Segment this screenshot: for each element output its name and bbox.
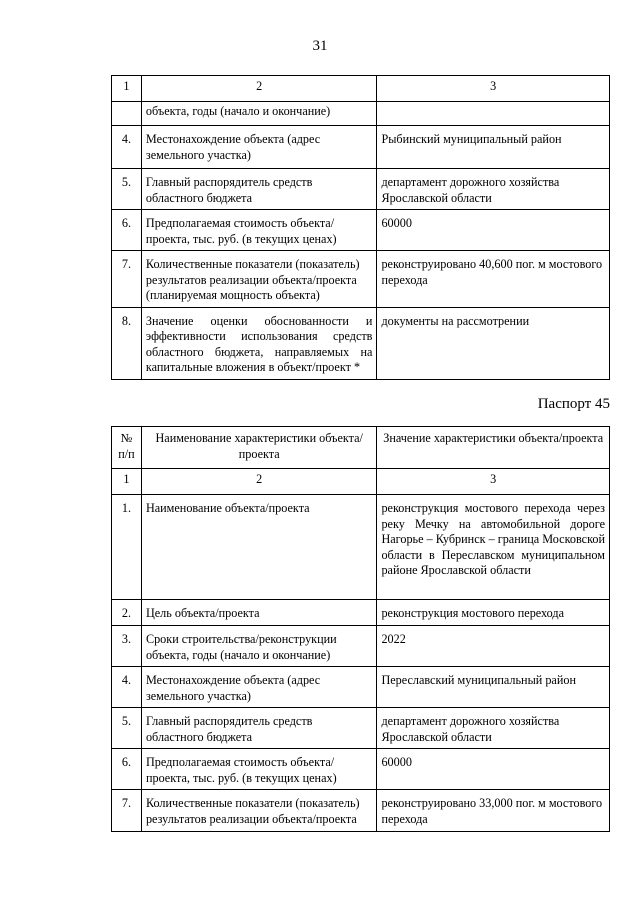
- row-number: 8.: [112, 307, 142, 379]
- table-row: [112, 102, 610, 126]
- table-row: [112, 790, 610, 832]
- characteristic-name: Значение оценки обоснованности и эффективности использования средств областного бюджета, направляемых на капитальные вложения в объект/проект *: [141, 307, 377, 379]
- passport-table: [111, 426, 610, 832]
- table-row: [112, 626, 610, 667]
- column-number: 3: [377, 76, 610, 102]
- table-head-row: [112, 427, 610, 469]
- row-number: 4.: [112, 667, 142, 708]
- characteristic-value: [377, 102, 610, 126]
- characteristic-value: Рыбинский муниципальный район: [377, 126, 610, 169]
- characteristic-value: департамент дорожного хозяйства Ярославской области: [377, 708, 610, 749]
- characteristic-value: 2022: [377, 626, 610, 667]
- table-row: [112, 495, 610, 600]
- column-number: 1: [112, 469, 142, 495]
- characteristic-value: документы на рассмотрении: [377, 307, 610, 379]
- column-number: 2: [141, 76, 377, 102]
- characteristic-name: Предполагаемая стоимость объекта/проекта, тыс. руб. (в текущих ценах): [141, 749, 377, 790]
- row-number: 7.: [112, 251, 142, 308]
- row-number: 1.: [112, 495, 142, 600]
- characteristic-value: 60000: [377, 210, 610, 251]
- characteristic-value: реконструировано 40,600 пог. м мостового перехода: [377, 251, 610, 308]
- table-row: [112, 667, 610, 708]
- table-row: [112, 749, 610, 790]
- characteristic-value: 60000: [377, 749, 610, 790]
- column-number: 2: [141, 469, 377, 495]
- column-number-row: [112, 76, 610, 102]
- characteristic-name: Местонахождение объекта (адрес земельного участка): [141, 667, 377, 708]
- column-header-number: № п/п: [112, 427, 142, 469]
- table-row: [112, 169, 610, 210]
- passport-table-continued: [111, 75, 610, 380]
- column-header-name: Наименование характеристики объекта/проекта: [141, 427, 377, 469]
- characteristic-name: Количественные показатели (показатель) результатов реализации объекта/проекта (планируемая мощность объекта): [141, 251, 377, 308]
- characteristic-value: реконструировано 33,000 пог. м мостового перехода: [377, 790, 610, 832]
- page-number: 31: [312, 38, 328, 54]
- row-number: 7.: [112, 790, 142, 832]
- characteristic-name: Местонахождение объекта (адрес земельного участка): [141, 126, 377, 169]
- row-number: 4.: [112, 126, 142, 169]
- characteristic-value: Переславский муниципальный район: [377, 667, 610, 708]
- table-row: [112, 126, 610, 169]
- table-row: [112, 210, 610, 251]
- row-number: 5.: [112, 169, 142, 210]
- row-number: 6.: [112, 749, 142, 790]
- row-number: 3.: [112, 626, 142, 667]
- table-row: [112, 600, 610, 626]
- row-number: 2.: [112, 600, 142, 626]
- characteristic-value: реконструкция мостового перехода: [377, 600, 610, 626]
- column-header-value: Значение характеристики объекта/проекта: [377, 427, 610, 469]
- table-row: [112, 251, 610, 308]
- column-number: 1: [112, 76, 142, 102]
- characteristic-value: департамент дорожного хозяйства Ярославской области: [377, 169, 610, 210]
- row-number-cell: [112, 102, 142, 126]
- characteristic-name: объекта, годы (начало и окончание): [141, 102, 377, 126]
- characteristic-name: Цель объекта/проекта: [141, 600, 377, 626]
- row-number: 6.: [112, 210, 142, 251]
- table-row: [112, 307, 610, 379]
- passport-title: Паспорт 45: [537, 396, 610, 412]
- characteristic-name: Сроки строительства/реконструкции объекта, годы (начало и окончание): [141, 626, 377, 667]
- column-number: 3: [377, 469, 610, 495]
- characteristic-name: Наименование объекта/проекта: [141, 495, 377, 600]
- characteristic-name: Главный распорядитель средств областного бюджета: [141, 169, 377, 210]
- characteristic-name: Предполагаемая стоимость объекта/проекта, тыс. руб. (в текущих ценах): [141, 210, 377, 251]
- table-row: [112, 708, 610, 749]
- characteristic-value: реконструкция мостового перехода через реку Мечку на автомобильной дороге Нагорье – Кубринск – граница Московской области в Переславском муниципальном районе Ярославской области: [377, 495, 610, 600]
- row-number: 5.: [112, 708, 142, 749]
- characteristic-name: Главный распорядитель средств областного бюджета: [141, 708, 377, 749]
- column-number-row: [112, 469, 610, 495]
- characteristic-name: Количественные показатели (показатель) результатов реализации объекта/проекта: [141, 790, 377, 832]
